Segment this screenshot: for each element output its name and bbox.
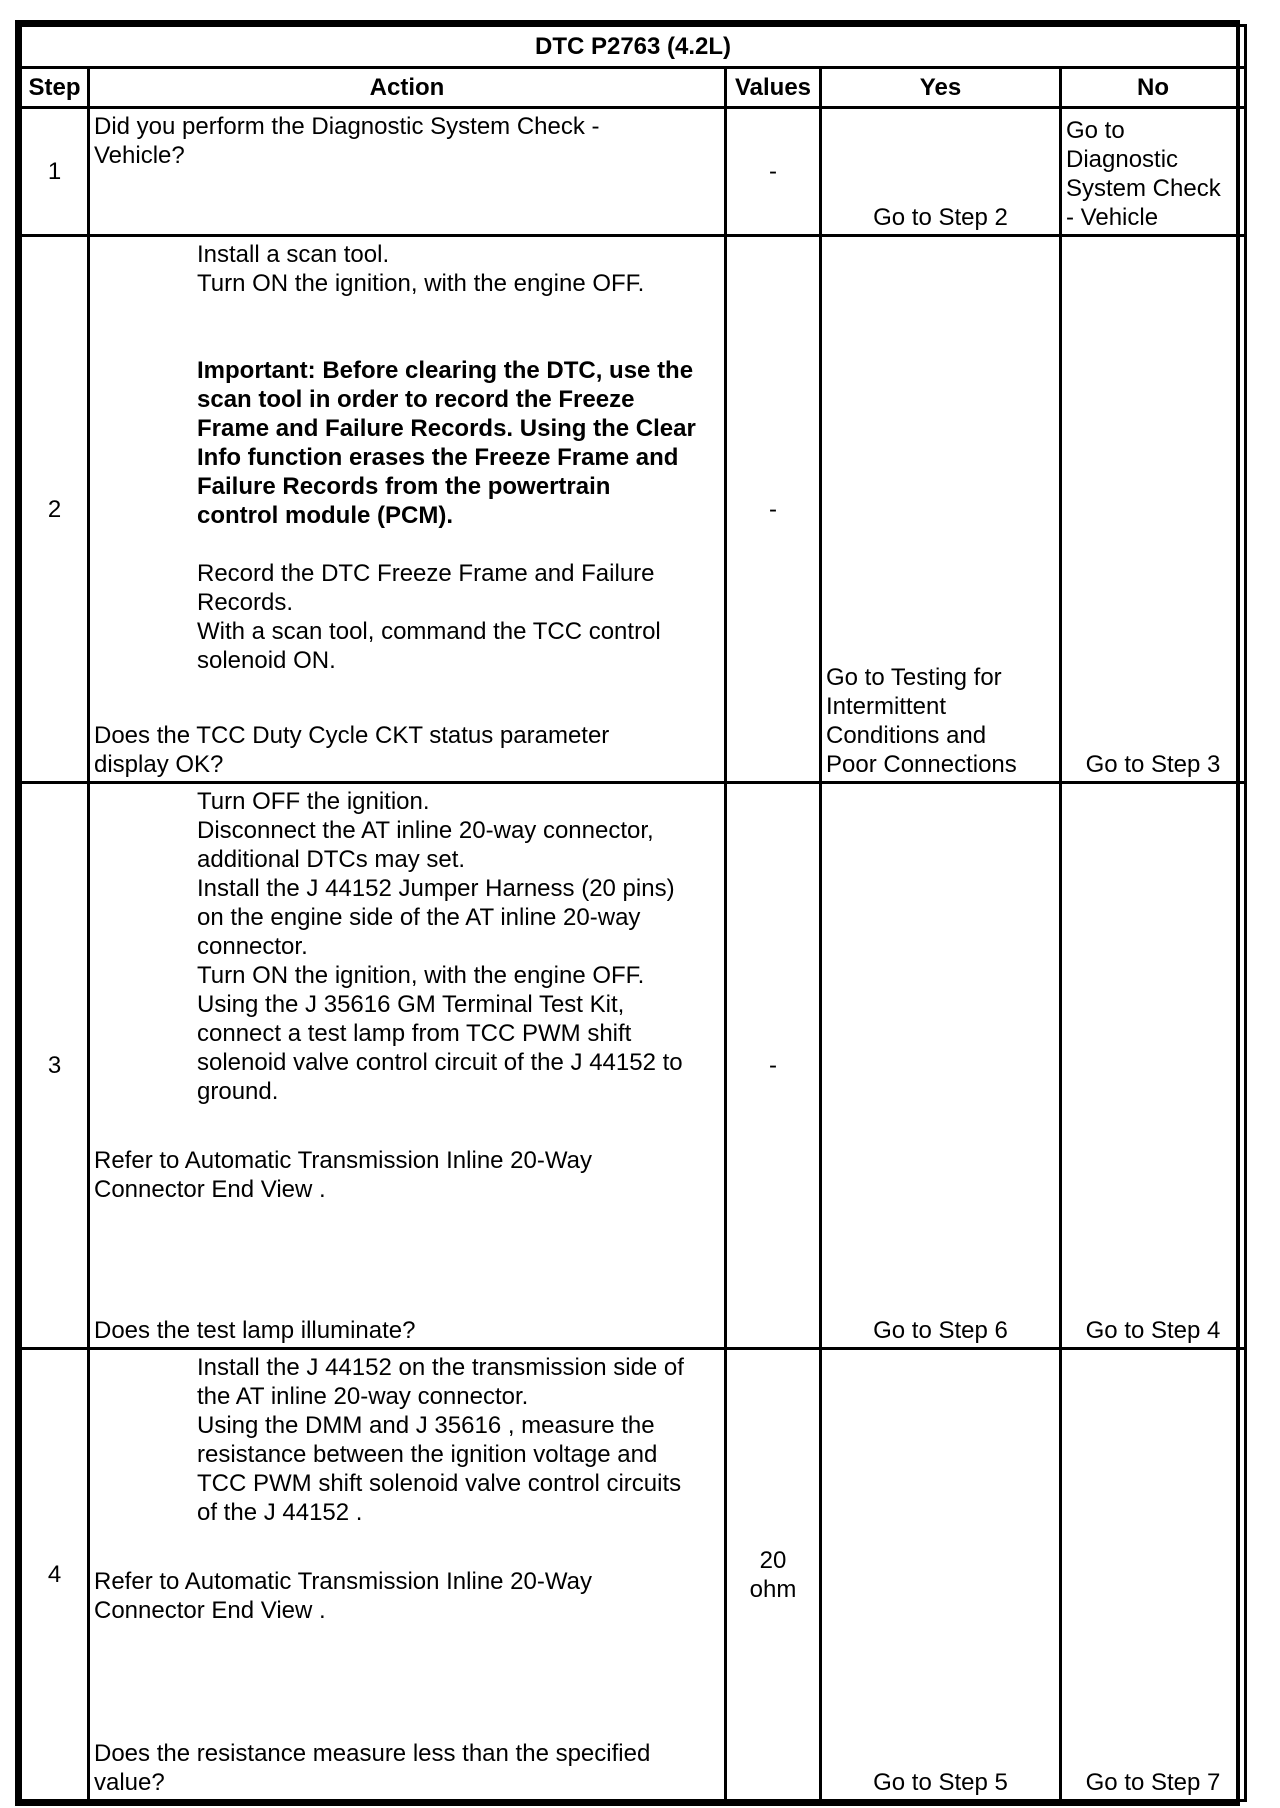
yes-link: Go to Step 5 xyxy=(873,1769,1008,1796)
yes-cell xyxy=(821,783,1061,1349)
action-question: Does the resistance measure less than the specified value? xyxy=(94,1740,651,1796)
no-link: Go to Step 4 xyxy=(1085,1317,1221,1344)
step-number: 4 xyxy=(21,1349,89,1801)
no-link: Go to Step 7 xyxy=(1085,1769,1221,1796)
action-steps: Install the J 44152 on the transmission side of the AT inline 20-way connector. Using the DMM and J 35616 , measure the resistance between the ignition voltage and TCC PWM shift solenoid valve control circuits of the J 44152 . xyxy=(197,1354,684,1526)
header-yes: Yes xyxy=(821,68,1061,108)
table-title: DTC P2763 (4.2L) xyxy=(21,26,1246,68)
no-cell xyxy=(1061,236,1246,783)
yes-link: Go to Step 2 xyxy=(873,204,1008,231)
no-cell xyxy=(1061,1349,1246,1801)
values-cell: - xyxy=(726,783,821,1349)
action-cell xyxy=(89,783,726,1349)
action-steps: Record the DTC Freeze Frame and Failure Records. With a scan tool, command the TCC control solenoid ON. xyxy=(197,560,661,674)
action-steps: Turn OFF the ignition. Disconnect the AT inline 20-way connector, additional DTCs may set. Install the J 44152 Jumper Harness (20 pins) on the engine side of the AT inline 20-way connector. Turn ON the ignition, with the engine OFF. Using the J 35616 GM Terminal Test Kit, connect a test lamp from TCC PWM shift solenoid valve control circuit of the J 44152 to ground. xyxy=(197,788,683,1105)
no-link: Go to Step 3 xyxy=(1085,751,1221,778)
header-no: No xyxy=(1061,68,1246,108)
important-note: Important: Before clearing the DTC, use the scan tool in order to record the Freeze Frame and Failure Records. Using the Clear Info function erases the Freeze Frame and Failure Records from the powertrain control module (PCM). xyxy=(197,357,696,529)
header-step: Step xyxy=(21,68,89,108)
step-number: 3 xyxy=(21,783,89,1349)
action-cell xyxy=(89,108,726,236)
action-question: Does the test lamp illuminate? xyxy=(94,1317,416,1344)
value-unit: ohm xyxy=(749,1575,797,1603)
value-number: 20 xyxy=(759,1546,787,1574)
yes-cell: Go to Testing for Intermittent Conditions and Poor Connections xyxy=(821,236,1061,783)
action-cell xyxy=(89,1349,726,1801)
table-row xyxy=(21,1349,1246,1801)
table-row xyxy=(21,108,1246,236)
values-cell: - xyxy=(726,108,821,236)
step-number: 2 xyxy=(21,236,89,783)
step-number: 1 xyxy=(21,108,89,236)
table-row xyxy=(21,783,1246,1349)
values-cell: - xyxy=(726,236,821,783)
dtc-table xyxy=(19,24,1247,1802)
values-cell xyxy=(726,1349,821,1801)
header-row xyxy=(21,68,1246,108)
yes-cell xyxy=(821,1349,1061,1801)
dtc-document xyxy=(15,20,1240,1806)
yes-cell xyxy=(821,108,1061,236)
header-action: Action xyxy=(89,68,726,108)
no-cell xyxy=(1061,783,1246,1349)
header-values: Values xyxy=(726,68,821,108)
action-cell xyxy=(89,236,726,783)
no-cell: Go to Diagnostic System Check - Vehicle xyxy=(1061,108,1246,236)
action-intro: Did you perform the Diagnostic System Check - Vehicle? xyxy=(94,113,600,169)
action-steps: Install a scan tool. Turn ON the ignition, with the engine OFF. xyxy=(197,241,645,297)
title-row xyxy=(21,26,1246,68)
yes-link: Go to Step 6 xyxy=(873,1317,1008,1344)
refer-note: Refer to Automatic Transmission Inline 20-Way Connector End View . xyxy=(94,1568,592,1624)
refer-note: Refer to Automatic Transmission Inline 20-Way Connector End View . xyxy=(94,1147,592,1203)
table-row xyxy=(21,236,1246,783)
action-question: Does the TCC Duty Cycle CKT status parameter display OK? xyxy=(94,722,610,778)
